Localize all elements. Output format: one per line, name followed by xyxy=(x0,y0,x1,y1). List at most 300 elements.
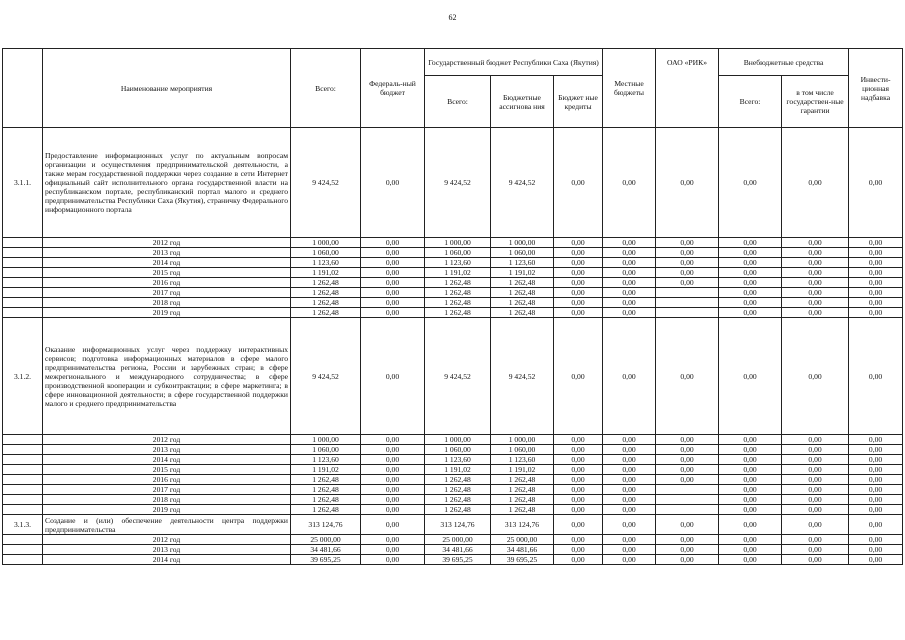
year-value-cell: 0,00 xyxy=(554,495,603,505)
year-value-cell: 1 191,02 xyxy=(425,268,491,278)
year-value-cell: 1 191,02 xyxy=(291,268,361,278)
year-value-cell: 0,00 xyxy=(782,258,849,268)
year-row-code xyxy=(3,238,43,248)
year-label: 2017 год xyxy=(43,485,291,495)
year-value-cell: 0,00 xyxy=(782,475,849,485)
year-value-cell: 0,00 xyxy=(849,465,903,475)
year-value-cell: 0,00 xyxy=(603,308,656,318)
year-value-cell: 0,00 xyxy=(554,288,603,298)
year-value-cell: 0,00 xyxy=(719,505,782,515)
year-value-cell: 0,00 xyxy=(849,505,903,515)
year-value-cell: 0,00 xyxy=(849,545,903,555)
year-value-cell: 0,00 xyxy=(719,555,782,565)
year-value-cell: 1 262,48 xyxy=(291,298,361,308)
section-total-cell: 0,00 xyxy=(656,318,719,435)
year-value-cell: 34 481,66 xyxy=(425,545,491,555)
year-value-cell: 0,00 xyxy=(849,455,903,465)
section-total-cell: 0,00 xyxy=(782,318,849,435)
year-value-cell: 0,00 xyxy=(361,495,425,505)
year-value-cell: 25 000,00 xyxy=(425,535,491,545)
year-value-cell: 0,00 xyxy=(656,258,719,268)
year-value-cell: 0,00 xyxy=(554,485,603,495)
year-value-cell: 0,00 xyxy=(554,555,603,565)
year-value-cell: 1 060,00 xyxy=(491,248,554,258)
year-value-cell: 0,00 xyxy=(849,535,903,545)
year-value-cell: 0,00 xyxy=(554,308,603,318)
year-value-cell: 0,00 xyxy=(782,535,849,545)
year-value-cell: 0,00 xyxy=(782,238,849,248)
year-value-cell: 1 000,00 xyxy=(491,238,554,248)
year-row xyxy=(3,495,903,505)
year-value-cell: 0,00 xyxy=(554,278,603,288)
year-value-cell: 0,00 xyxy=(656,535,719,545)
year-row-code xyxy=(3,555,43,565)
section-total-cell: 9 424,52 xyxy=(291,318,361,435)
year-row-code xyxy=(3,495,43,505)
year-value-cell: 1 262,48 xyxy=(291,288,361,298)
year-value-cell: 0,00 xyxy=(849,298,903,308)
section-row xyxy=(3,515,903,535)
section-total-cell: 313 124,76 xyxy=(491,515,554,535)
year-value-cell: 0,00 xyxy=(719,258,782,268)
year-value-cell: 1 060,00 xyxy=(291,445,361,455)
year-value-cell: 0,00 xyxy=(782,495,849,505)
year-row xyxy=(3,555,903,565)
section-total-cell: 0,00 xyxy=(554,515,603,535)
year-value-cell: 0,00 xyxy=(656,248,719,258)
section-total-cell: 0,00 xyxy=(849,515,903,535)
year-value-cell: 0,00 xyxy=(603,268,656,278)
year-value-cell: 1 262,48 xyxy=(425,298,491,308)
year-value-cell: 0,00 xyxy=(782,308,849,318)
year-value-cell: 0,00 xyxy=(719,545,782,555)
year-value-cell: 34 481,66 xyxy=(291,545,361,555)
year-label: 2013 год xyxy=(43,248,291,258)
year-value-cell: 1 262,48 xyxy=(491,475,554,485)
year-row xyxy=(3,545,903,555)
year-value-cell: 0,00 xyxy=(849,495,903,505)
section-total-cell: 0,00 xyxy=(603,318,656,435)
year-value-cell: 0,00 xyxy=(782,268,849,278)
year-value-cell: 0,00 xyxy=(782,298,849,308)
year-row xyxy=(3,535,903,545)
year-value-cell: 0,00 xyxy=(361,455,425,465)
year-value-cell: 0,00 xyxy=(719,485,782,495)
year-value-cell: 1 262,48 xyxy=(425,475,491,485)
year-value-cell: 0,00 xyxy=(849,278,903,288)
section-description: Оказание информационных услуг через поддержку интерактивных сервисов; подготовка информационных материалов в сфере малого предпринимательства региона, России и зарубежных стран; в сфере межрегионального и международного сотрудничества; в сфере производственной кооперации и субконтрактации; в сфере маркетинга; в сфере инновационной деятельности; в сфере государственной поддержки малого и среднего предпринимательства xyxy=(43,318,291,435)
year-value-cell: 0,00 xyxy=(849,238,903,248)
year-value-cell: 0,00 xyxy=(719,465,782,475)
year-value-cell: 0,00 xyxy=(719,248,782,258)
year-value-cell: 1 262,48 xyxy=(291,475,361,485)
year-value-cell: 0,00 xyxy=(603,485,656,495)
year-value-cell: 0,00 xyxy=(849,475,903,485)
year-value-cell: 0,00 xyxy=(719,435,782,445)
year-row xyxy=(3,238,903,248)
year-value-cell: 0,00 xyxy=(603,555,656,565)
table-header xyxy=(3,49,903,128)
year-value-cell: 1 262,48 xyxy=(425,485,491,495)
year-row-code xyxy=(3,445,43,455)
year-value-cell: 0,00 xyxy=(554,268,603,278)
year-value-cell: 0,00 xyxy=(656,268,719,278)
year-value-cell: 0,00 xyxy=(361,258,425,268)
year-value-cell: 0,00 xyxy=(361,248,425,258)
year-label: 2013 год xyxy=(43,545,291,555)
year-row xyxy=(3,298,903,308)
year-value-cell: 39 695,25 xyxy=(491,555,554,565)
page-number: 62 xyxy=(448,13,457,22)
header-invest: Инвести-ционная надбавка xyxy=(849,49,903,128)
year-value-cell: 1 262,48 xyxy=(291,505,361,515)
year-value-cell: 0,00 xyxy=(603,495,656,505)
year-value-cell: 0,00 xyxy=(719,288,782,298)
year-row-code xyxy=(3,545,43,555)
year-value-cell: 0,00 xyxy=(849,445,903,455)
year-label: 2015 год xyxy=(43,465,291,475)
year-value-cell: 0,00 xyxy=(656,545,719,555)
table-body xyxy=(3,128,903,565)
header-total: Всего: xyxy=(291,49,361,128)
year-row-code xyxy=(3,485,43,495)
year-row-code xyxy=(3,465,43,475)
year-value-cell: 25 000,00 xyxy=(491,535,554,545)
section-total-cell: 9 424,52 xyxy=(425,128,491,238)
year-value-cell: 0,00 xyxy=(361,445,425,455)
section-total-cell: 0,00 xyxy=(554,128,603,238)
section-total-cell: 0,00 xyxy=(361,515,425,535)
year-value-cell: 0,00 xyxy=(554,238,603,248)
year-value-cell: 25 000,00 xyxy=(291,535,361,545)
year-value-cell: 0,00 xyxy=(782,248,849,258)
year-row-code xyxy=(3,435,43,445)
year-value-cell: 1 060,00 xyxy=(291,248,361,258)
year-value-cell: 39 695,25 xyxy=(425,555,491,565)
header-extra-budget: Внебюджетные средства xyxy=(719,49,849,76)
year-value-cell: 0,00 xyxy=(554,465,603,475)
year-value-cell: 1 060,00 xyxy=(425,248,491,258)
year-value-cell xyxy=(656,298,719,308)
year-value-cell: 0,00 xyxy=(603,435,656,445)
year-row-code xyxy=(3,298,43,308)
section-code: 3.1.1. xyxy=(3,128,43,238)
year-value-cell: 0,00 xyxy=(603,465,656,475)
year-value-cell: 1 262,48 xyxy=(291,308,361,318)
year-value-cell: 1 262,48 xyxy=(491,288,554,298)
year-label: 2013 год xyxy=(43,445,291,455)
year-value-cell: 0,00 xyxy=(554,248,603,258)
section-total-cell: 9 424,52 xyxy=(491,128,554,238)
header-state-assign: Бюджетные ассигнова ния xyxy=(491,76,554,128)
year-value-cell: 0,00 xyxy=(554,535,603,545)
year-row-code xyxy=(3,455,43,465)
year-value-cell: 0,00 xyxy=(782,555,849,565)
year-label: 2012 год xyxy=(43,238,291,248)
year-value-cell: 0,00 xyxy=(656,465,719,475)
year-value-cell: 1 191,02 xyxy=(425,465,491,475)
year-value-cell: 1 123,60 xyxy=(425,258,491,268)
year-value-cell: 0,00 xyxy=(554,455,603,465)
year-value-cell: 0,00 xyxy=(782,445,849,455)
year-value-cell: 0,00 xyxy=(554,298,603,308)
year-row-code xyxy=(3,475,43,485)
year-label: 2016 год xyxy=(43,475,291,485)
year-value-cell xyxy=(656,308,719,318)
year-value-cell: 0,00 xyxy=(656,445,719,455)
year-value-cell: 0,00 xyxy=(782,455,849,465)
year-value-cell: 0,00 xyxy=(782,545,849,555)
header-federal: Федераль-ный бюджет xyxy=(361,49,425,128)
section-row xyxy=(3,318,903,435)
year-value-cell: 1 000,00 xyxy=(291,238,361,248)
header-code xyxy=(3,49,43,128)
year-row-code xyxy=(3,278,43,288)
year-value-cell: 0,00 xyxy=(849,258,903,268)
header-state-budget: Государственный бюджет Республики Саха (Якутия) xyxy=(425,49,603,76)
year-value-cell: 1 191,02 xyxy=(491,268,554,278)
year-value-cell: 0,00 xyxy=(603,475,656,485)
section-total-cell: 0,00 xyxy=(554,318,603,435)
year-value-cell: 0,00 xyxy=(849,485,903,495)
year-value-cell: 0,00 xyxy=(361,465,425,475)
section-total-cell: 9 424,52 xyxy=(491,318,554,435)
year-value-cell xyxy=(656,495,719,505)
year-row xyxy=(3,288,903,298)
year-value-cell: 1 262,48 xyxy=(491,495,554,505)
year-label: 2019 год xyxy=(43,308,291,318)
header-rik: ОАО «РИК» xyxy=(656,49,719,128)
year-value-cell: 0,00 xyxy=(603,298,656,308)
year-value-cell: 0,00 xyxy=(361,555,425,565)
year-row xyxy=(3,505,903,515)
year-row xyxy=(3,465,903,475)
year-value-cell: 0,00 xyxy=(656,278,719,288)
year-value-cell: 0,00 xyxy=(782,505,849,515)
year-row xyxy=(3,485,903,495)
year-value-cell: 0,00 xyxy=(361,435,425,445)
year-value-cell: 0,00 xyxy=(782,278,849,288)
year-value-cell: 1 262,48 xyxy=(425,288,491,298)
year-value-cell: 0,00 xyxy=(603,238,656,248)
year-value-cell: 0,00 xyxy=(719,278,782,288)
year-row xyxy=(3,445,903,455)
year-value-cell: 1 000,00 xyxy=(425,435,491,445)
year-value-cell: 1 000,00 xyxy=(425,238,491,248)
year-value-cell: 0,00 xyxy=(782,465,849,475)
year-value-cell: 0,00 xyxy=(361,535,425,545)
year-value-cell: 0,00 xyxy=(719,298,782,308)
year-value-cell: 0,00 xyxy=(554,505,603,515)
year-value-cell: 1 123,60 xyxy=(291,455,361,465)
year-value-cell: 1 191,02 xyxy=(491,465,554,475)
year-value-cell: 0,00 xyxy=(849,435,903,445)
year-value-cell: 0,00 xyxy=(719,238,782,248)
year-value-cell: 0,00 xyxy=(361,288,425,298)
year-value-cell: 0,00 xyxy=(554,445,603,455)
year-value-cell: 1 060,00 xyxy=(491,445,554,455)
year-value-cell: 0,00 xyxy=(782,288,849,298)
section-total-cell: 0,00 xyxy=(719,128,782,238)
year-row xyxy=(3,268,903,278)
section-total-cell: 0,00 xyxy=(656,515,719,535)
year-label: 2019 год xyxy=(43,505,291,515)
year-value-cell xyxy=(656,288,719,298)
header-state-credit: Бюджет ные кредиты xyxy=(554,76,603,128)
header-extra-guarantees: в том числе государствен-ные гарантии xyxy=(782,76,849,128)
year-value-cell: 0,00 xyxy=(719,268,782,278)
year-row-code xyxy=(3,505,43,515)
year-label: 2018 год xyxy=(43,298,291,308)
section-total-cell: 0,00 xyxy=(603,515,656,535)
section-total-cell: 0,00 xyxy=(603,128,656,238)
year-value-cell: 1 191,02 xyxy=(291,465,361,475)
year-value-cell: 1 262,48 xyxy=(491,485,554,495)
section-code: 3.1.3. xyxy=(3,515,43,535)
year-value-cell: 1 262,48 xyxy=(425,278,491,288)
year-value-cell: 0,00 xyxy=(603,288,656,298)
year-value-cell: 1 262,48 xyxy=(291,495,361,505)
budget-table xyxy=(2,48,903,565)
year-row-code xyxy=(3,288,43,298)
year-value-cell: 0,00 xyxy=(719,475,782,485)
section-total-cell: 0,00 xyxy=(782,515,849,535)
year-label: 2014 год xyxy=(43,555,291,565)
year-value-cell: 1 123,60 xyxy=(491,455,554,465)
year-value-cell: 0,00 xyxy=(849,268,903,278)
year-row xyxy=(3,278,903,288)
year-value-cell: 0,00 xyxy=(361,238,425,248)
year-row xyxy=(3,308,903,318)
year-value-cell: 1 262,48 xyxy=(291,278,361,288)
year-value-cell: 0,00 xyxy=(603,445,656,455)
year-value-cell: 0,00 xyxy=(361,278,425,288)
year-value-cell: 0,00 xyxy=(361,485,425,495)
section-total-cell: 0,00 xyxy=(849,128,903,238)
year-value-cell: 0,00 xyxy=(603,505,656,515)
year-value-cell: 0,00 xyxy=(719,445,782,455)
year-value-cell: 0,00 xyxy=(719,535,782,545)
year-value-cell: 0,00 xyxy=(361,268,425,278)
year-value-cell: 0,00 xyxy=(719,455,782,465)
section-description: Предоставление информационных услуг по актуальным вопросам организации и осуществления предпринимательской деятельности, а также мерам государственной поддержки через создание в сети Интернет официальный сайт исполнительного органа государственной власти на республиканском портале, республиканский портал малого и среднего предпринимательства Республики Саха (Якутия), страничку Федерального информационного портала xyxy=(43,128,291,238)
year-row-code xyxy=(3,308,43,318)
year-value-cell: 34 481,66 xyxy=(491,545,554,555)
year-value-cell: 1 262,48 xyxy=(425,308,491,318)
year-label: 2014 год xyxy=(43,455,291,465)
year-value-cell: 1 262,48 xyxy=(291,485,361,495)
year-label: 2012 год xyxy=(43,435,291,445)
section-row xyxy=(3,128,903,238)
year-value-cell: 0,00 xyxy=(656,435,719,445)
year-row xyxy=(3,248,903,258)
header-name: Наименование мероприятия xyxy=(43,49,291,128)
year-value-cell: 1 262,48 xyxy=(491,308,554,318)
year-value-cell: 0,00 xyxy=(782,485,849,495)
year-value-cell: 1 262,48 xyxy=(425,495,491,505)
year-value-cell: 39 695,25 xyxy=(291,555,361,565)
year-value-cell: 0,00 xyxy=(603,545,656,555)
year-label: 2015 год xyxy=(43,268,291,278)
year-label: 2012 год xyxy=(43,535,291,545)
year-row-code xyxy=(3,258,43,268)
section-code: 3.1.2. xyxy=(3,318,43,435)
year-value-cell: 0,00 xyxy=(719,495,782,505)
year-label: 2014 год xyxy=(43,258,291,268)
year-value-cell: 1 060,00 xyxy=(425,445,491,455)
section-total-cell: 313 124,76 xyxy=(291,515,361,535)
section-total-cell: 0,00 xyxy=(782,128,849,238)
year-value-cell: 0,00 xyxy=(603,455,656,465)
year-row xyxy=(3,475,903,485)
year-value-cell: 1 262,48 xyxy=(491,278,554,288)
year-value-cell: 0,00 xyxy=(361,475,425,485)
year-value-cell: 1 262,48 xyxy=(425,505,491,515)
year-label: 2016 год xyxy=(43,278,291,288)
year-value-cell: 0,00 xyxy=(656,555,719,565)
header-local: Местные бюджеты xyxy=(603,49,656,128)
section-total-cell: 313 124,76 xyxy=(425,515,491,535)
year-value-cell: 0,00 xyxy=(849,248,903,258)
year-label: 2017 год xyxy=(43,288,291,298)
section-total-cell: 9 424,52 xyxy=(291,128,361,238)
year-value-cell: 0,00 xyxy=(603,248,656,258)
section-total-cell: 0,00 xyxy=(656,128,719,238)
year-row-code xyxy=(3,535,43,545)
section-total-cell: 0,00 xyxy=(719,515,782,535)
year-value-cell: 0,00 xyxy=(554,435,603,445)
header-extra-total: Всего: xyxy=(719,76,782,128)
section-description: Создание и (или) обеспечение деятельности центра поддержки предпринимательства xyxy=(43,515,291,535)
section-total-cell: 0,00 xyxy=(849,318,903,435)
year-value-cell: 1 123,60 xyxy=(491,258,554,268)
year-value-cell: 0,00 xyxy=(656,238,719,248)
year-value-cell: 0,00 xyxy=(554,258,603,268)
year-row-code xyxy=(3,268,43,278)
year-value-cell: 1 262,48 xyxy=(491,298,554,308)
year-row xyxy=(3,455,903,465)
section-total-cell: 0,00 xyxy=(719,318,782,435)
year-value-cell: 0,00 xyxy=(361,298,425,308)
year-value-cell: 0,00 xyxy=(719,308,782,318)
header-state-total: Всего: xyxy=(425,76,491,128)
year-value-cell: 0,00 xyxy=(554,475,603,485)
year-value-cell: 1 262,48 xyxy=(491,505,554,515)
year-value-cell: 1 000,00 xyxy=(291,435,361,445)
year-value-cell xyxy=(656,505,719,515)
year-value-cell: 0,00 xyxy=(656,475,719,485)
year-value-cell: 0,00 xyxy=(361,505,425,515)
year-label: 2018 год xyxy=(43,495,291,505)
year-value-cell xyxy=(656,485,719,495)
year-value-cell: 0,00 xyxy=(554,545,603,555)
year-value-cell: 0,00 xyxy=(849,308,903,318)
year-row xyxy=(3,258,903,268)
year-value-cell: 1 123,60 xyxy=(425,455,491,465)
year-value-cell: 0,00 xyxy=(603,535,656,545)
year-value-cell: 0,00 xyxy=(849,555,903,565)
year-value-cell: 0,00 xyxy=(603,258,656,268)
year-value-cell: 1 123,60 xyxy=(291,258,361,268)
year-value-cell: 0,00 xyxy=(656,455,719,465)
year-value-cell: 0,00 xyxy=(849,288,903,298)
year-value-cell: 0,00 xyxy=(603,278,656,288)
section-total-cell: 0,00 xyxy=(361,128,425,238)
year-value-cell: 0,00 xyxy=(361,308,425,318)
section-total-cell: 9 424,52 xyxy=(425,318,491,435)
year-value-cell: 0,00 xyxy=(361,545,425,555)
year-value-cell: 0,00 xyxy=(782,435,849,445)
